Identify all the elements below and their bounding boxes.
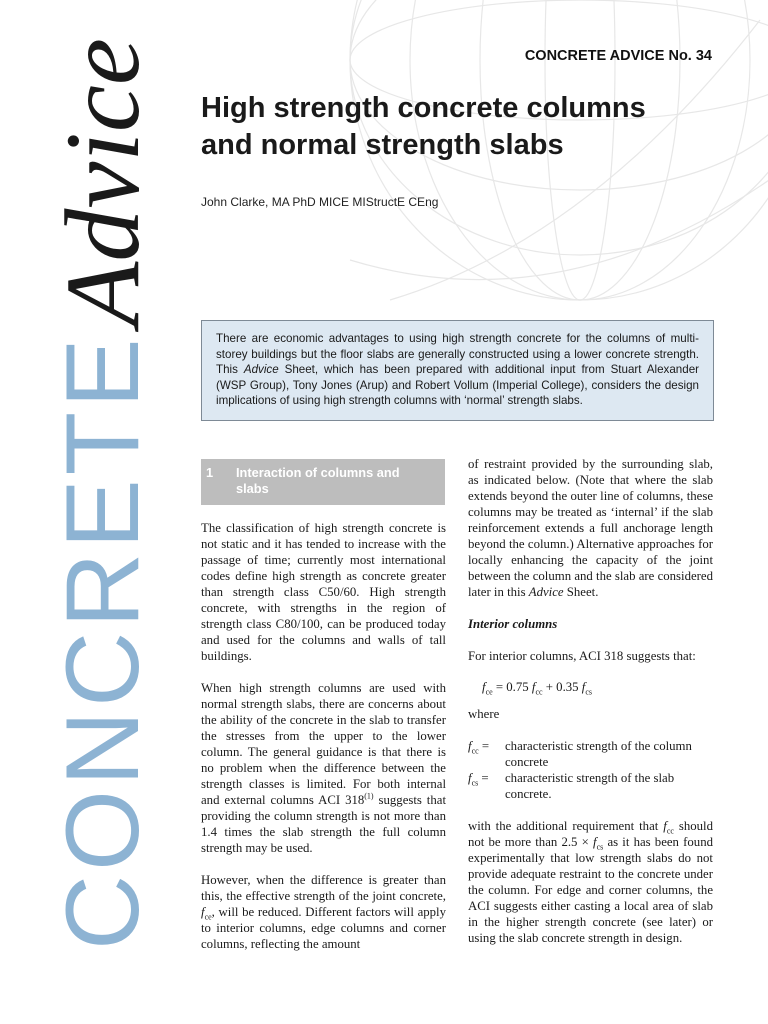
summary-text-a: There are economic advantages to using high strength concrete for the columns of multi-storey buildings but the floor slabs are generally constructed using a lower concrete strength. This <box>216 332 699 377</box>
def-eq: = <box>478 771 489 785</box>
paragraph-5 <box>468 818 713 946</box>
subscript-cc: cc <box>666 826 674 836</box>
where-label: where <box>468 707 500 721</box>
left-column <box>201 520 446 968</box>
formula-subscript: ce <box>485 687 493 697</box>
definition-symbol <box>468 738 505 770</box>
summary-italic: Advice <box>243 363 279 377</box>
symbol-f: f <box>593 835 597 849</box>
right-column <box>468 456 713 962</box>
paragraph-4-text-a: of restraint provided by the surrounding slab, as indicated below. (Note that where the slab extends beyond the outer line of columns, these columns may be treated as ‘internal’ if the slab reinforcement extends a full anchorage length beyond the column.) Alternative approaches for locally enhancing the capacity of the joint between the column and the slab are considered later in this <box>468 457 713 599</box>
formula-symbol: f <box>531 680 536 694</box>
paragraph-5-text-a: with the additional requirement that <box>468 819 664 833</box>
section-heading <box>201 459 445 505</box>
interior-intro: For interior columns, ACI 318 suggests that: <box>468 649 696 663</box>
paragraph-5-text-c: as it has been found experimentally that low strength slabs do not provide adequate restraint to the concrete under the column. For edge and corner columns, the ACI suggests either casting a local area of slab in the higher strength concrete (see later) or using the slab concrete strength in design. <box>468 835 713 945</box>
title-line-2: and normal strength slabs <box>201 129 564 161</box>
formula-text: + 0.35 <box>542 680 582 694</box>
definition-item <box>468 738 713 770</box>
formula-fce <box>482 678 713 696</box>
reference-marker: (1) <box>364 791 374 801</box>
def-eq: = <box>478 739 490 753</box>
author-line: John Clarke, MA PhD MICE MIStructE CEng <box>201 195 439 209</box>
brand-word-advice: Advice <box>44 38 161 327</box>
paragraph-3-text-b: , will be reduced. Different factors will apply to interior columns, edge columns and corner columns, reflecting the amount <box>201 905 446 951</box>
definition-symbol <box>468 770 505 802</box>
formula-subscript: cc <box>535 687 543 697</box>
sheet-number: CONCRETE ADVICE No. 34 <box>524 48 712 64</box>
definition-text: characteristic strength of the slab concrete. <box>505 771 675 801</box>
def-sub: cc <box>471 746 479 756</box>
subheading-interior-columns: Interior columns <box>468 617 558 631</box>
formula-symbol: f <box>581 680 586 694</box>
def-sym-f: f <box>468 771 472 785</box>
formula-text: = 0.75 <box>492 680 532 694</box>
subscript-cs: cs <box>596 842 604 852</box>
paragraph-3-text-a: However, when the difference is greater than this, the effective strength of the joint concrete, <box>201 873 446 903</box>
section-number: 1 <box>206 465 214 480</box>
brand-word-concrete: CONCRETE <box>45 334 161 950</box>
formula-symbol: f <box>482 680 486 694</box>
definition-item <box>468 770 713 802</box>
paragraph-4-italic: Advice <box>528 585 564 599</box>
symbol-f: f <box>201 905 205 919</box>
summary-text-b: Sheet, which has been prepared with additional input from Stuart Alexander (WSP Group), Tony Jones (Arup) and Robert Vollum (Imperial College), considers the design implications of using high strength columns with ‘normal’ strength slabs. <box>216 363 699 408</box>
paragraph-2-text-a: When high strength columns are used with normal strength slabs, there are concerns about the ability of the concrete in the slab to transfer the stresses from the upper to the lower column. The general guidance is that there is no problem when the difference between the strength classes is limited. For both internal and external columns ACI 318 <box>201 681 446 807</box>
paragraph-2 <box>201 680 446 856</box>
vertical-brand-title <box>44 38 161 950</box>
def-sub: cs <box>471 778 479 788</box>
paragraph-2-text-b: suggests that providing the column strength is not more than 1.4 times the slab strength the full column strength may be used. <box>201 793 446 855</box>
definitions <box>468 706 713 802</box>
def-sym-f: f <box>468 739 472 753</box>
paragraph-3 <box>201 872 446 952</box>
section-title: Interaction of columns and slabs <box>236 465 400 496</box>
paragraph-5-text-b: should not be more than 2.5 × <box>468 819 713 849</box>
page-title <box>201 90 731 164</box>
definition-text: characteristic strength of the column concrete <box>505 739 692 769</box>
paragraph-1: The classification of high strength concrete is not static and it has tended to increase with the passage of time; currently most international codes define high strength as concrete greater than strength class C50/60. High strength concrete, with strengths in the region of strength class C80/100, can be produced today and used for the columns and walls of tall buildings. <box>201 521 446 663</box>
title-line-1: High strength concrete columns <box>201 92 646 124</box>
summary-box <box>201 320 714 421</box>
subscript-ce: ce <box>204 912 212 922</box>
paragraph-4-text-b: Sheet. <box>563 585 599 599</box>
formula-subscript: cs <box>585 687 593 697</box>
paragraph-4 <box>468 456 713 600</box>
symbol-f: f <box>663 819 667 833</box>
